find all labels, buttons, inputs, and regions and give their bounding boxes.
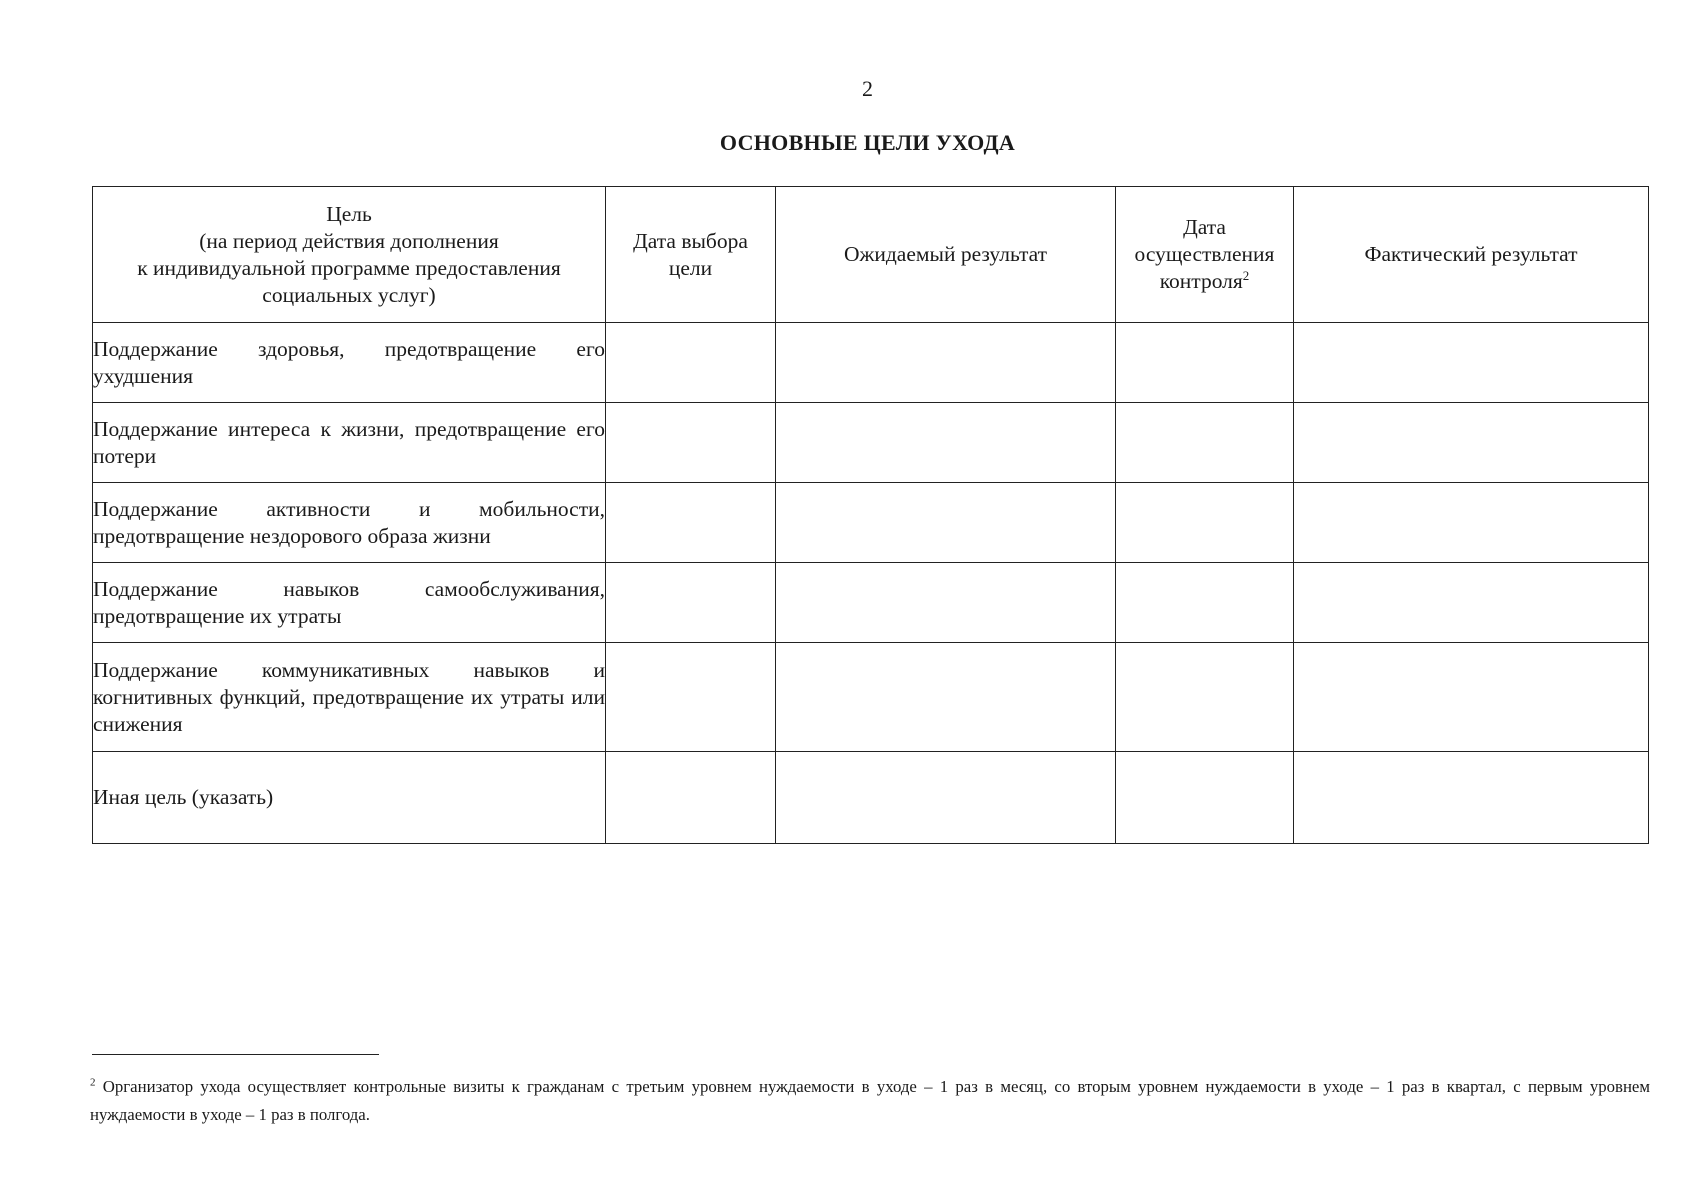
actual-result-cell <box>1294 403 1649 483</box>
table-row <box>93 403 1649 483</box>
goal-cell: Иная цель (указать) <box>93 752 606 844</box>
choice-date-cell <box>606 323 776 403</box>
control-date-cell <box>1116 752 1294 844</box>
actual-result-cell <box>1294 483 1649 563</box>
header-control-date-line: Дата <box>1183 215 1226 239</box>
header-goal-line: социальных услуг) <box>262 282 436 307</box>
footnote-separator <box>92 1054 379 1055</box>
expected-result-cell <box>776 752 1116 844</box>
expected-result-cell <box>776 403 1116 483</box>
expected-result-cell <box>776 643 1116 752</box>
actual-result-cell <box>1294 752 1649 844</box>
header-control-date-line: осуществления <box>1134 242 1275 266</box>
header-control-date-word: контроля <box>1159 269 1243 293</box>
control-date-cell <box>1116 403 1294 483</box>
control-date-cell <box>1116 483 1294 563</box>
control-date-cell <box>1116 563 1294 643</box>
header-choice-date <box>606 187 776 323</box>
document-title: ОСНОВНЫЕ ЦЕЛИ УХОДА <box>719 130 1016 155</box>
actual-result-cell <box>1294 323 1649 403</box>
footnote-reference: 2 <box>1242 267 1250 283</box>
header-expected-result: Ожидаемый результат <box>776 187 1116 323</box>
expected-result-cell <box>776 323 1116 403</box>
care-goals-table <box>92 186 1649 844</box>
header-goal <box>93 187 606 323</box>
control-date-cell <box>1116 643 1294 752</box>
table-row <box>93 643 1649 752</box>
choice-date-cell <box>606 483 776 563</box>
choice-date-cell <box>606 752 776 844</box>
choice-date-cell <box>606 563 776 643</box>
goal-cell: Поддержание здоровья, предотвращение его ухудшения <box>93 323 606 403</box>
header-choice-date-line: цели <box>668 255 713 280</box>
expected-result-cell <box>776 483 1116 563</box>
control-date-cell <box>1116 323 1294 403</box>
footnote-mark: 2 <box>90 1076 96 1089</box>
table-row <box>93 483 1649 563</box>
goal-cell: Поддержание активности и мобильности, предотвращение нездорового образа жизни <box>93 483 606 563</box>
footnote-text: Организатор ухода осуществляет контрольные визиты к гражданам с третьим уровнем нуждаемости в уходе – 1 раз в месяц, со вторым уровнем нуждаемости в уходе – 1 раз в квартал, с первым уровнем нуждаемости в уходе – 1 раз в полгода. <box>90 1077 1650 1124</box>
header-actual-result: Фактический результат <box>1294 187 1649 323</box>
goal-cell: Поддержание интереса к жизни, предотвращение его потери <box>93 403 606 483</box>
goal-cell: Поддержание навыков самообслуживания, предотвращение их утраты <box>93 563 606 643</box>
header-control-date <box>1116 187 1294 323</box>
table-row <box>93 323 1649 403</box>
choice-date-cell <box>606 403 776 483</box>
choice-date-cell <box>606 643 776 752</box>
goal-cell: Поддержание коммуникативных навыков и когнитивных функций, предотвращение их утраты или снижения <box>93 643 606 752</box>
actual-result-cell <box>1294 563 1649 643</box>
actual-result-cell <box>1294 643 1649 752</box>
header-goal-line: Цель <box>326 201 372 226</box>
page-number: 2 <box>862 76 873 101</box>
header-control-date-line <box>1122 268 1287 295</box>
footnote <box>90 1073 1650 1129</box>
expected-result-cell <box>776 563 1116 643</box>
table-header-row <box>93 187 1649 323</box>
table-row <box>93 563 1649 643</box>
table-row <box>93 752 1649 844</box>
header-goal-line: к индивидуальной программе предоставления <box>137 255 561 280</box>
header-goal-line: (на период действия дополнения <box>199 228 499 253</box>
header-choice-date-line: Дата выбора <box>633 228 748 253</box>
